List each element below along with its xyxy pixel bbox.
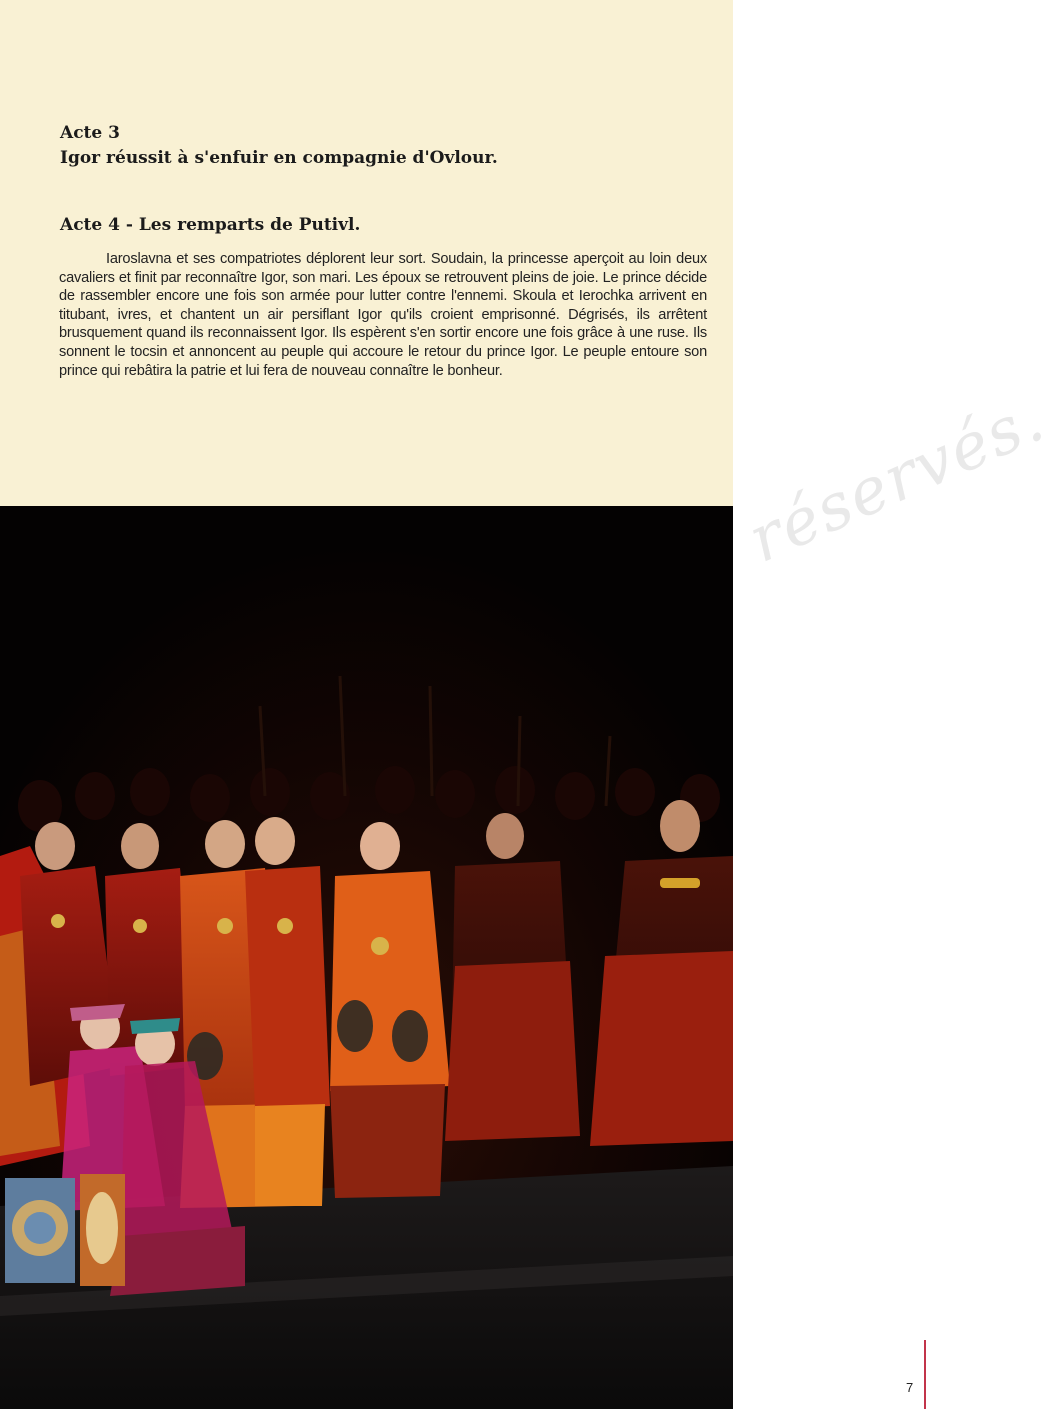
act-3-summary: Igor réussit à s'enfuir en compagnie d'Ovlour. — [60, 148, 498, 168]
page-number-rule — [924, 1340, 926, 1409]
act-3-heading: Acte 3 — [60, 123, 120, 143]
page-number: 7 — [906, 1380, 914, 1395]
stage-photograph — [0, 506, 733, 1409]
stage-photograph-illustration — [0, 506, 733, 1409]
act-4-heading: Acte 4 - Les remparts de Putivl. — [60, 215, 361, 235]
watermark-text: réservés. — [738, 381, 1056, 578]
act-4-synopsis: Iaroslavna et ses compatriotes déplorent leur sort. Soudain, la princesse aperçoit au loin deux cavaliers et finit par reconnaître Igor, son mari. Les époux se retrouvent pleins de joie. Le prince décide de rassembler encore une fois son armée pour lutter contre l'ennemi. Skoula et Ierochka arrivent en titubant, ivres, et chantent un air persiflant Igor qu'ils croient emprisonné. Dégrisés, ils arrêtent brusquement quand ils reconnaissent Igor. Ils espèrent s'en sortir encore une fois grâce à une ruse. Ils sonnent le tocsin et annoncent au peuple qui accoure le retour du prince Igor. Le peuple entoure son prince qui rebâtira la patrie et lui fera de nouveau connaître le bonheur. — [59, 251, 707, 379]
